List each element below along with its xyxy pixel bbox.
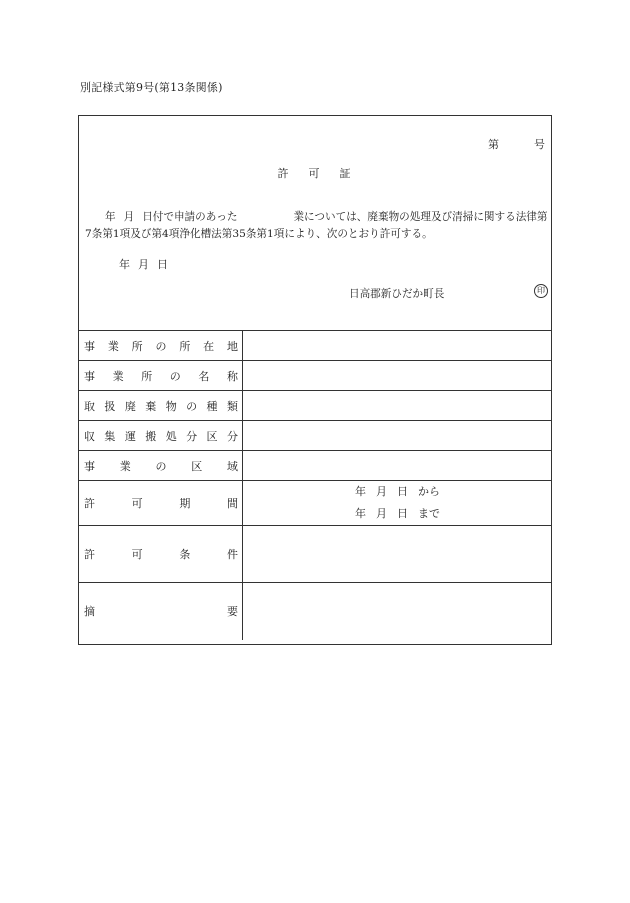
issue-month: 月 — [138, 258, 149, 271]
permit-statement — [85, 209, 551, 243]
certificate-title: 許可証 — [277, 167, 371, 180]
table-row — [79, 331, 551, 361]
statement-day: 日付で申請のあった — [142, 211, 238, 223]
row-label-text: 取 扱 廃 棄 物 の 種 類 — [84, 399, 238, 413]
table-row — [79, 481, 551, 526]
row-label-text: 摘 要 — [84, 605, 238, 619]
row-value[interactable] — [243, 331, 552, 361]
table-row — [79, 526, 551, 583]
statement-business: 業については、廃棄物の処理及び清掃に関する法律第7条第1項及び第4項浄化槽法第35条第1項により、次のとおり許可する。 — [85, 211, 548, 240]
period-to: 年 月 日 まで — [355, 507, 440, 520]
row-label — [79, 451, 243, 481]
row-value[interactable] — [243, 421, 552, 451]
row-label-text: 収 集 運 搬 処 分 区 分 — [84, 429, 238, 443]
permit-period-value[interactable] — [243, 481, 552, 526]
row-label-text: 事 業 所 の 所 在 地 — [84, 339, 238, 353]
issue-year: 年 — [119, 258, 130, 271]
row-label-text: 許 可 条 件 — [84, 548, 238, 561]
row-value[interactable] — [243, 391, 552, 421]
table-row — [79, 583, 551, 640]
row-label — [79, 583, 243, 640]
row-label — [79, 361, 243, 391]
issuer-name: 日高郡新ひだか町長 — [349, 288, 445, 300]
form-reference: 別記様式第9号(第13条関係) — [80, 81, 223, 94]
table-row — [79, 391, 551, 421]
statement-month: 月 — [123, 211, 135, 223]
row-label — [79, 526, 243, 583]
permit-form — [78, 115, 552, 645]
issue-day: 日 — [157, 258, 168, 271]
row-label — [79, 481, 243, 526]
permit-header — [79, 116, 551, 330]
permit-number-label: 第 — [488, 138, 499, 151]
row-label-text: 事 業 所 の 名 称 — [84, 369, 238, 383]
issue-date — [119, 256, 168, 272]
row-value[interactable] — [243, 583, 552, 640]
table-row — [79, 451, 551, 481]
row-value[interactable] — [243, 451, 552, 481]
row-value[interactable] — [243, 526, 552, 583]
statement-year: 年 — [105, 211, 116, 223]
permit-number-suffix: 号 — [534, 138, 545, 151]
row-value[interactable] — [243, 361, 552, 391]
row-label-text: 許 可 期 間 — [84, 497, 238, 510]
row-label — [79, 391, 243, 421]
permit-details-table — [79, 330, 551, 640]
table-row — [79, 361, 551, 391]
row-label — [79, 331, 243, 361]
seal-mark: 印 — [534, 284, 548, 298]
row-label — [79, 421, 243, 451]
period-from: 年 月 日 から — [355, 485, 440, 498]
row-label-text: 事 業 の 区 域 — [84, 459, 238, 473]
table-row — [79, 421, 551, 451]
